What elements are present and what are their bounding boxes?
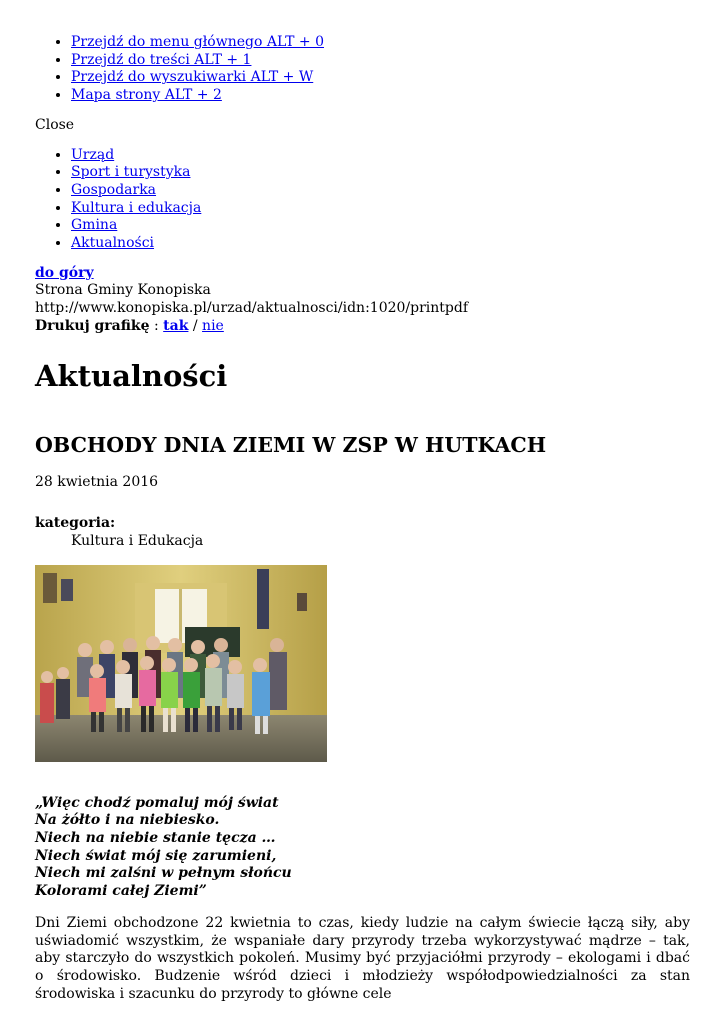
article-title: OBCHODY DNIA ZIEMI W ZSP W HUTKACH [35, 432, 547, 457]
group-photo-icon [35, 565, 327, 762]
article-photo[interactable] [35, 565, 327, 762]
skip-link-content[interactable]: Przejdź do treści ALT + 1 [71, 51, 252, 68]
menu-item [71, 182, 690, 200]
poem-line: „Więc chodź pomaluj mój świat [35, 794, 279, 811]
main-menu [35, 147, 690, 253]
back-to-top-link[interactable]: do góry [35, 264, 94, 281]
print-graphics-yes-link[interactable]: tak [163, 317, 189, 334]
poem-line: Niech świat mój się zarumieni, [35, 847, 277, 864]
skip-link-item [71, 52, 690, 70]
menu-link-kultura[interactable]: Kultura i edukacja [71, 199, 202, 216]
section-title: Aktualności [35, 358, 228, 393]
close-label[interactable]: Close [35, 116, 75, 133]
print-graphics-slash: / [188, 317, 203, 334]
menu-item [71, 147, 690, 165]
site-name: Strona Gminy Konopiska [35, 282, 211, 299]
print-graphics-row [35, 318, 690, 336]
skip-link-main-menu[interactable]: Przejdź do menu głównego ALT + 0 [71, 34, 324, 50]
poem-line: Niech na niebie stanie tęcza … [35, 830, 276, 847]
category-label: kategoria: [35, 515, 116, 532]
article-category [35, 515, 690, 550]
poem-line: Niech mi zalśni w pełnym słońcu [35, 865, 292, 882]
category-value: Kultura i Edukacja [71, 532, 204, 549]
skip-link-search[interactable]: Przejdź do wyszukiwarki ALT + W [71, 69, 314, 86]
menu-item [71, 235, 690, 253]
menu-link-gospodarka[interactable]: Gospodarka [71, 181, 157, 198]
article-body: Dni Ziemi obchodzone 22 kwietnia to czas, kiedy ludzie na całym świecie łączą siły, aby uświadomić wszystkim, że wspaniałe dary przyrody trzeba wykorzystywać mądrze – tak, aby starczyło do wszystkich pokoleń. Musimy być przyjaciółmi przyrody – ekologami i dbać o środowisko. Budzenie wśród dzieci i młodzieży współodpowiedzialności za stan środowiska i szacunku do przyrody to główne cele [35, 914, 690, 1002]
article-date: 28 kwietnia 2016 [35, 473, 159, 490]
menu-item [71, 164, 690, 182]
print-graphics-colon: : [149, 317, 164, 334]
menu-link-sport[interactable]: Sport i turystyka [71, 164, 191, 181]
menu-item [71, 217, 690, 235]
menu-link-gmina[interactable]: Gmina [71, 217, 118, 234]
skip-link-item [71, 69, 690, 87]
poem-line: Kolorami całej Ziemi” [35, 883, 207, 900]
menu-link-aktualnosci[interactable]: Aktualności [71, 235, 155, 252]
poem-line: Na żółto i na niebiesko. [35, 812, 220, 829]
menu-link-urzad[interactable]: Urząd [71, 146, 115, 163]
skip-link-item [71, 34, 690, 52]
skip-links-list [35, 34, 690, 105]
top-link-wrap [35, 265, 690, 283]
print-graphics-no-link[interactable]: nie [202, 317, 224, 334]
print-graphics-label: Drukuj grafikę [35, 317, 150, 334]
print-url: http://www.konopiska.pl/urzad/aktualnosci/idn:1020/printpdf [35, 300, 469, 317]
skip-link-sitemap[interactable]: Mapa strony ALT + 2 [71, 87, 222, 104]
poem [35, 795, 690, 901]
skip-link-item [71, 87, 690, 105]
menu-item [71, 200, 690, 218]
